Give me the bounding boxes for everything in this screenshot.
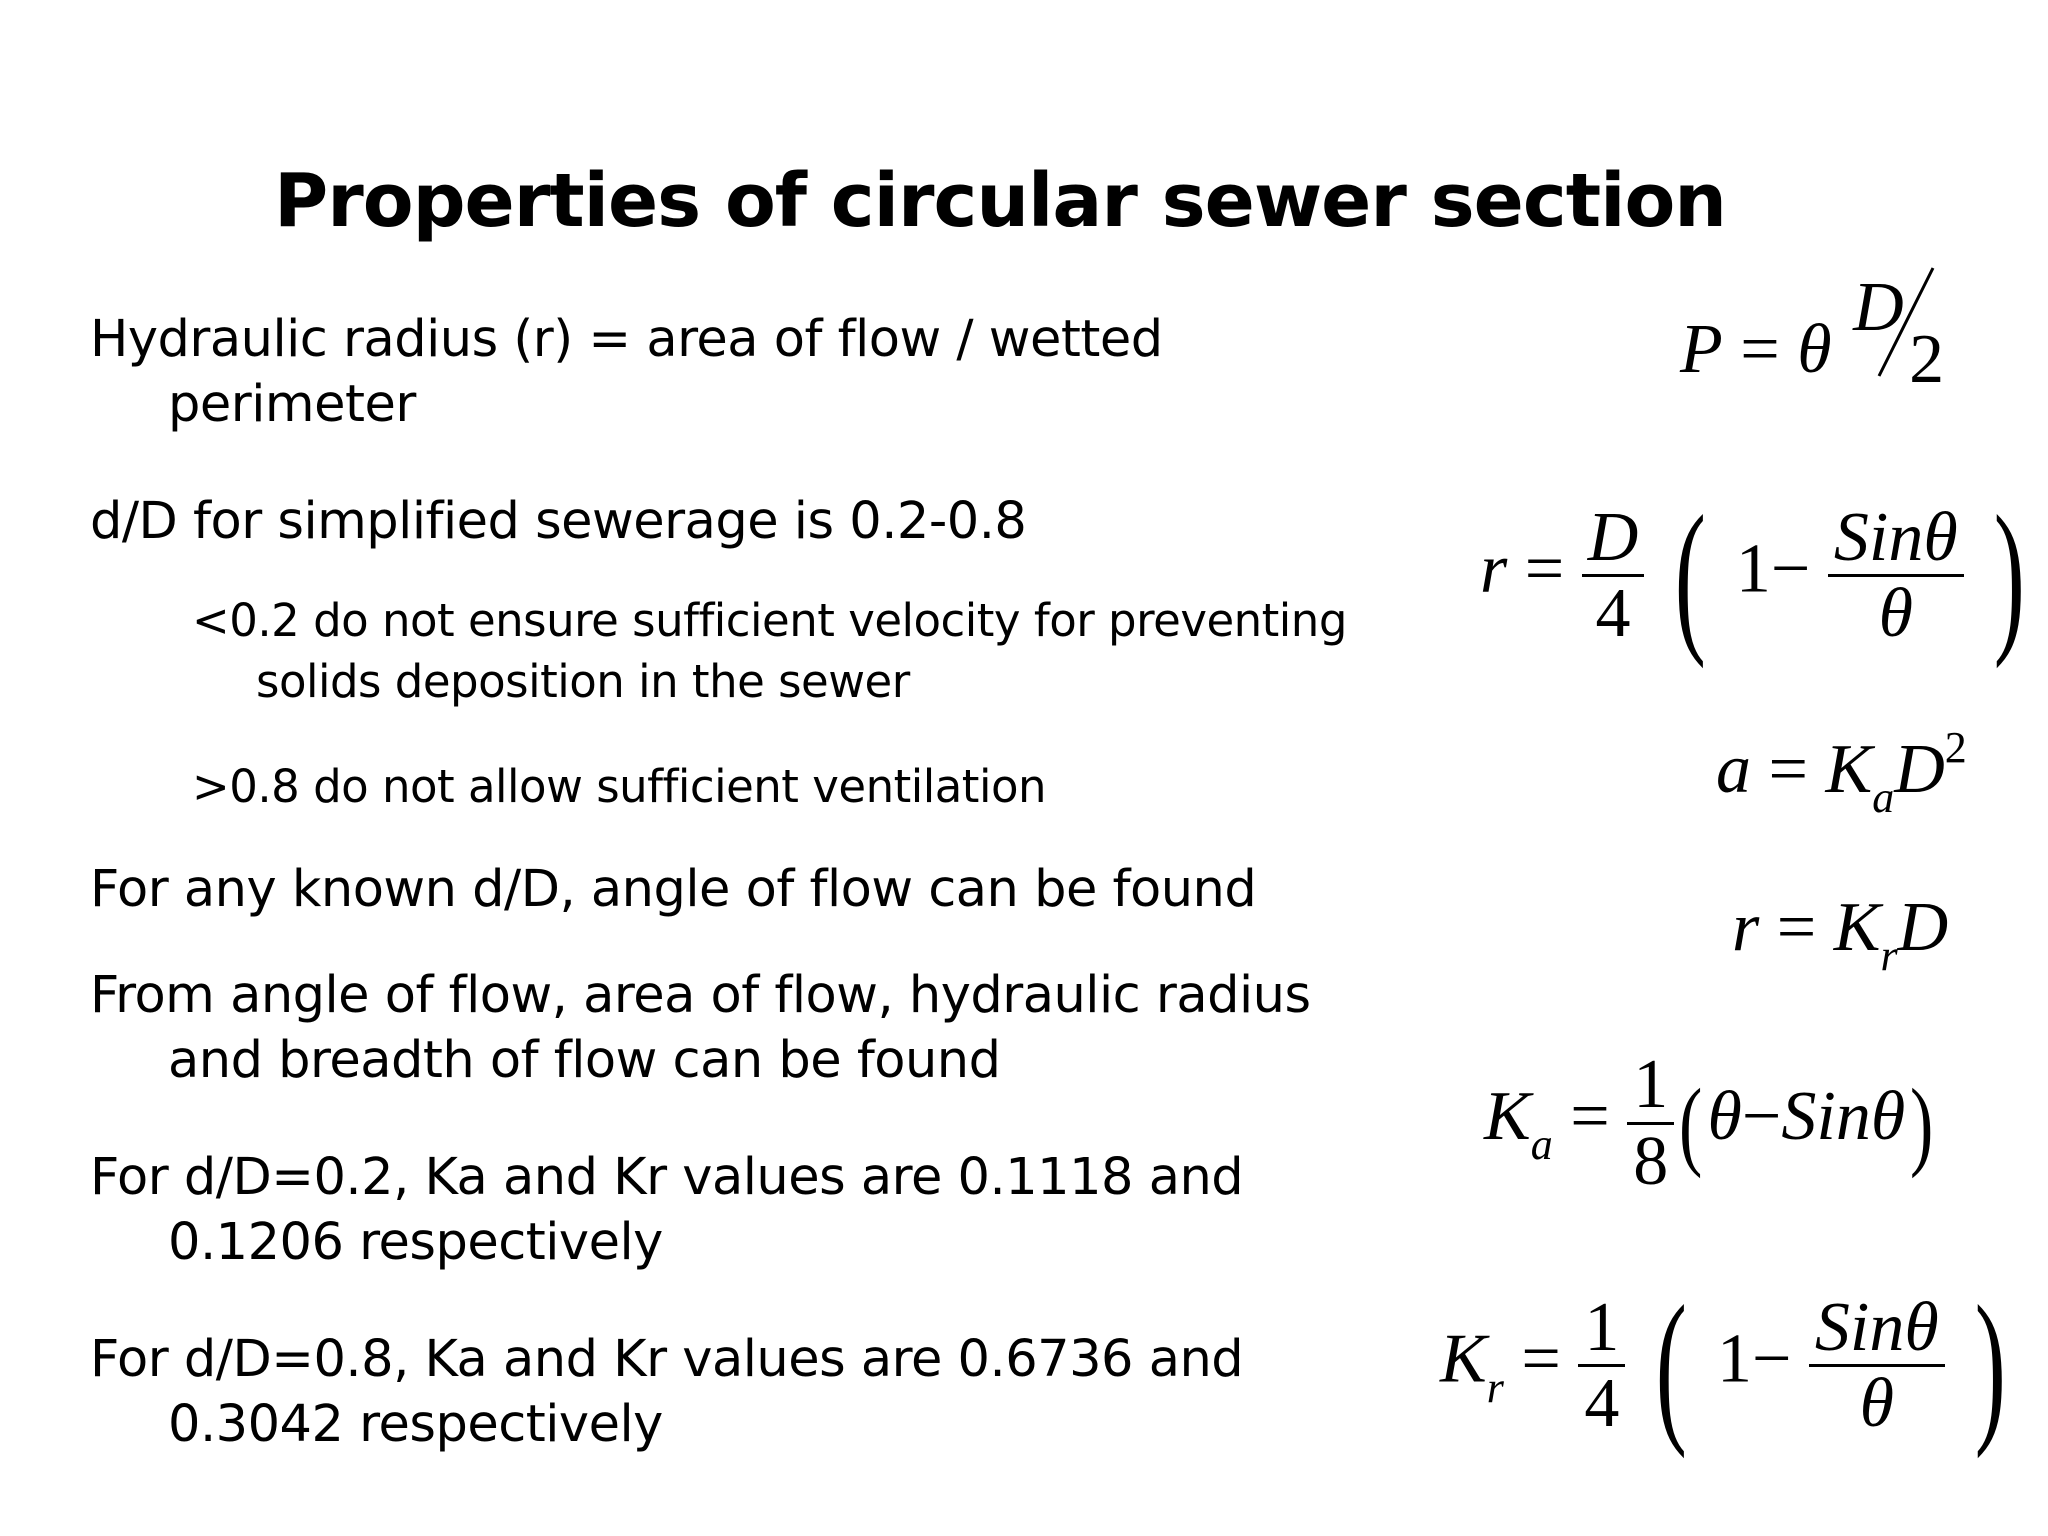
- bullet-line: >0.8 do not allow sufficient ventilation: [192, 760, 1047, 813]
- eq-symbol: a: [1716, 731, 1751, 808]
- equation-Ka: [1484, 1048, 1939, 1198]
- bullet-line-continued: solids deposition in the sewer: [256, 655, 910, 708]
- bullet-line: Hydraulic radius (r) = area of flow / wetted: [90, 310, 1163, 369]
- bullet-hydraulic-radius: [90, 310, 1163, 434]
- eq-subscript: a: [1872, 773, 1895, 822]
- bullet-line: From angle of flow, area of flow, hydraulic radius: [90, 966, 1311, 1025]
- eq-minus: −: [1751, 1320, 1792, 1398]
- eq-equals: =: [1570, 1078, 1610, 1156]
- eq-symbol: P: [1680, 311, 1723, 388]
- eq-equals: =: [1768, 731, 1808, 808]
- eq-denominator: 2: [1909, 321, 1945, 398]
- equation-perimeter: [1680, 269, 1959, 398]
- eq-numerator: 1: [1584, 1288, 1620, 1366]
- eq-fraction: [1578, 1288, 1625, 1442]
- eq-denominator: 8: [1633, 1122, 1669, 1200]
- eq-symbol: r: [1480, 530, 1508, 608]
- eq-D: D: [1894, 731, 1945, 808]
- eq-K: K: [1484, 1078, 1531, 1156]
- eq-equals: =: [1521, 1320, 1561, 1398]
- eq-subscript: r: [1880, 931, 1898, 980]
- subbullet-above-0.8: [192, 760, 1046, 813]
- eq-superscript: 2: [1944, 723, 1967, 772]
- bullet-from-angle: [90, 966, 1311, 1090]
- eq-inner-fraction: [1828, 498, 1964, 652]
- bullet-angle-of-flow: [90, 860, 1256, 919]
- eq-subscript: r: [1486, 1362, 1504, 1412]
- bullet-line: For d/D=0.8, Ka and Kr values are 0.6736 and: [90, 1330, 1244, 1389]
- eq-right-paren: ): [1910, 1067, 1934, 1179]
- equation-radius-coefficient: [1732, 888, 1949, 980]
- eq-minus: −: [1770, 530, 1811, 608]
- bullet-line-continued: perimeter: [168, 375, 416, 434]
- eq-equals: =: [1740, 311, 1780, 388]
- eq-minus: −: [1741, 1078, 1782, 1156]
- bullet-line-continued: 0.3042 respectively: [168, 1395, 663, 1454]
- subbullet-below-0.2: [192, 594, 1347, 708]
- eq-inner-denominator: θ: [1859, 1365, 1895, 1442]
- equation-area: [1716, 723, 1967, 822]
- slide-title: Properties of circular sewer section: [274, 158, 1726, 244]
- bullet-dD-0.2-values: [90, 1148, 1243, 1272]
- eq-theta: θ: [1797, 311, 1832, 388]
- eq-fraction: [1582, 498, 1645, 652]
- eq-equals: =: [1524, 530, 1565, 608]
- bullet-dD-0.8-values: [90, 1330, 1243, 1454]
- eq-numerator: 1: [1633, 1046, 1669, 1123]
- bullet-dD-range: [90, 492, 1026, 551]
- eq-left-paren: (: [1655, 1271, 1687, 1459]
- eq-D: D: [1897, 889, 1949, 966]
- eq-symbol: r: [1732, 889, 1760, 966]
- eq-denominator: 4: [1595, 575, 1631, 652]
- eq-sin-theta: Sinθ: [1781, 1078, 1906, 1156]
- eq-theta: θ: [1707, 1078, 1742, 1156]
- bullet-line: d/D for simplified sewerage is 0.2-0.8: [90, 492, 1027, 551]
- bullet-line: <0.2 do not ensure sufficient velocity for preventing: [192, 594, 1347, 647]
- equation-hydraulic-radius: [1480, 478, 2038, 673]
- eq-fraction: [1627, 1048, 1674, 1198]
- bullet-line: For any known d/D, angle of flow can be found: [90, 860, 1257, 919]
- eq-numerator: D: [1853, 269, 1904, 346]
- eq-K: K: [1825, 731, 1873, 808]
- eq-one: 1: [1716, 1320, 1752, 1398]
- eq-K: K: [1833, 889, 1881, 966]
- eq-right-paren: ): [1975, 1271, 2007, 1459]
- eq-slash-fraction: [1849, 269, 1959, 398]
- eq-inner-numerator: Sinθ: [1814, 1288, 1939, 1366]
- eq-numerator: D: [1587, 498, 1639, 576]
- bullet-line-continued: and breadth of flow can be found: [168, 1031, 1001, 1090]
- bullet-line: For d/D=0.2, Ka and Kr values are 0.1118 and: [90, 1148, 1244, 1207]
- eq-subscript: a: [1530, 1120, 1553, 1170]
- eq-inner-fraction: [1809, 1288, 1945, 1442]
- eq-K: K: [1440, 1320, 1487, 1398]
- eq-left-paren: (: [1674, 481, 1706, 669]
- eq-equals: =: [1776, 889, 1817, 966]
- eq-right-paren: ): [1993, 481, 2026, 669]
- eq-denominator: 4: [1584, 1365, 1620, 1442]
- bullet-line-continued: 0.1206 respectively: [168, 1213, 663, 1272]
- eq-one: 1: [1735, 530, 1771, 608]
- eq-left-paren: (: [1679, 1067, 1703, 1179]
- eq-inner-numerator: Sinθ: [1833, 498, 1958, 576]
- eq-inner-denominator: θ: [1878, 575, 1914, 652]
- equation-Kr: [1440, 1268, 2019, 1463]
